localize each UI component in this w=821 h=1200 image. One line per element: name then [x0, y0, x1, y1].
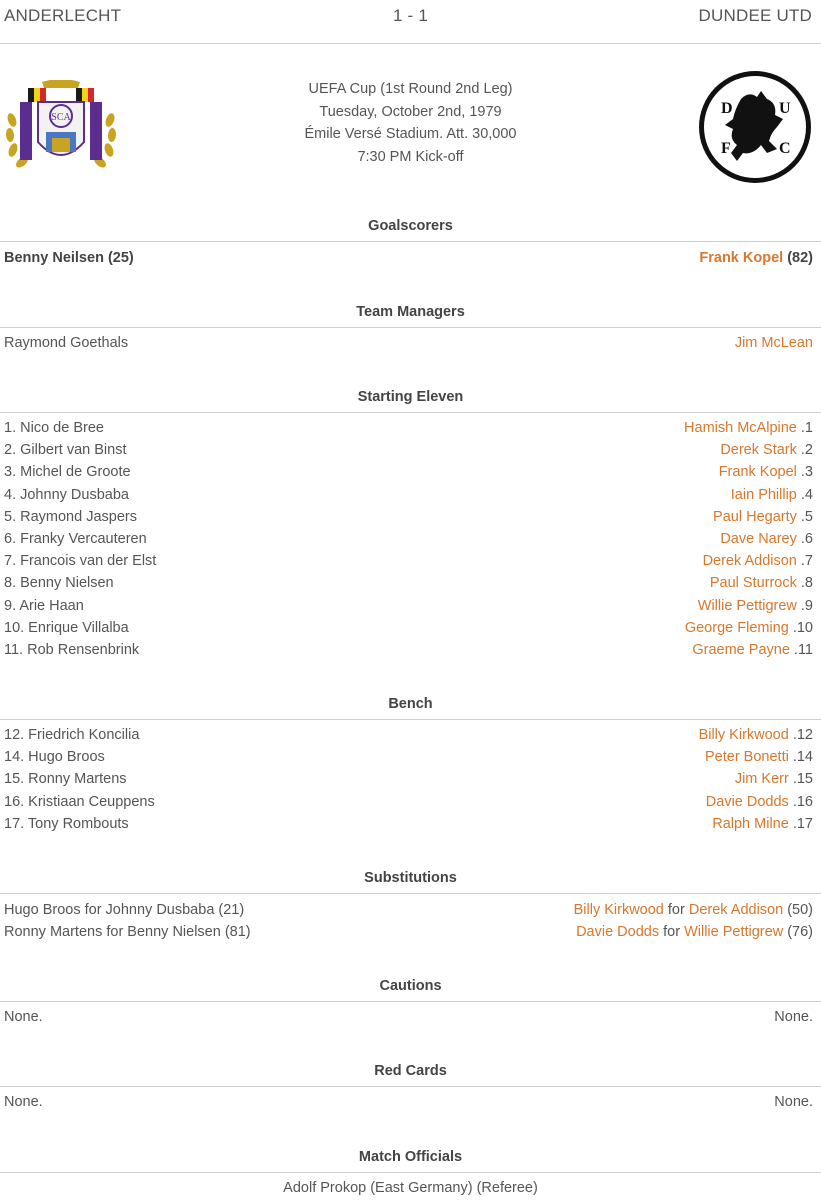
- substitution-row: [0, 921, 821, 943]
- away-player-number: .11: [789, 642, 813, 658]
- home-player: 8. Benny Nielsen: [4, 575, 114, 592]
- player-row: [0, 572, 821, 594]
- sub-for-text: for: [659, 924, 685, 941]
- svg-text:C: C: [779, 140, 791, 157]
- kickoff-time: 7:30 PM Kick-off: [357, 148, 464, 165]
- player-row: [0, 550, 821, 572]
- away-player: [712, 813, 813, 835]
- away-player-link[interactable]: Willie Pettigrew: [697, 597, 797, 614]
- away-player: [699, 724, 813, 746]
- away-player: [720, 528, 813, 550]
- home-player: 3. Michel de Groote: [4, 464, 131, 481]
- away-player-link[interactable]: Jim Kerr: [734, 771, 789, 788]
- scoreline-header: [0, 0, 821, 44]
- home-player: 9. Arie Haan: [4, 597, 84, 614]
- home-player: 15. Ronny Martens: [4, 771, 127, 788]
- section-substitutions: Substitutions: [0, 863, 821, 894]
- away-player: [703, 550, 813, 572]
- away-player: [720, 439, 813, 461]
- home-substitution: Hugo Broos for Johnny Dusbaba (21): [4, 902, 245, 918]
- away-player-number: .2: [796, 442, 813, 459]
- player-row: [0, 484, 821, 506]
- away-cautions: None.: [774, 1009, 813, 1025]
- home-player: 2. Gilbert van Binst: [4, 442, 127, 459]
- svg-text:SCA: SCA: [51, 112, 71, 123]
- sub-minute: (76): [783, 924, 813, 941]
- away-player: [735, 768, 813, 790]
- away-player-link[interactable]: Billy Kirkwood: [698, 727, 789, 743]
- player-row: [0, 417, 821, 439]
- away-player-number: .10: [788, 619, 813, 636]
- away-player-link[interactable]: Graeme Payne: [692, 642, 790, 658]
- home-player: 4. Johnny Dusbaba: [4, 486, 129, 503]
- player-row: [0, 528, 821, 550]
- svg-text:D: D: [721, 100, 733, 117]
- home-goalscorer: Benny Neilsen (25): [4, 250, 134, 266]
- player-row: [0, 791, 821, 813]
- away-player-link[interactable]: Frank Kopel: [718, 464, 797, 481]
- svg-text:F: F: [721, 140, 731, 157]
- sub-minute: (50): [783, 902, 813, 918]
- sub-off-link[interactable]: Derek Addison: [688, 902, 784, 918]
- sub-on-link[interactable]: Davie Dodds: [576, 924, 660, 941]
- player-row: [0, 746, 821, 768]
- home-player: 17. Tony Rombouts: [4, 815, 129, 832]
- away-player-link[interactable]: Derek Addison: [702, 553, 797, 570]
- player-row: [0, 595, 821, 617]
- away-player-number: .15: [788, 771, 813, 788]
- away-player-number: .4: [796, 486, 813, 503]
- managers-row: [0, 332, 821, 354]
- home-cautions: None.: [4, 1009, 43, 1025]
- away-player: [684, 417, 813, 439]
- away-red-cards: None.: [774, 1094, 813, 1110]
- away-player-number: .16: [788, 793, 813, 810]
- away-player-number: .3: [796, 464, 813, 481]
- venue-attendance: Émile Versé Stadium. Att. 30,000: [304, 126, 517, 142]
- away-player: [710, 572, 813, 594]
- player-row: [0, 768, 821, 790]
- section-red-cards: Red Cards: [0, 1056, 821, 1087]
- cautions-row: [0, 1006, 821, 1028]
- player-row: [0, 461, 821, 483]
- player-row: [0, 639, 821, 661]
- away-player: [719, 461, 813, 483]
- competition: UEFA Cup (1st Round 2nd Leg): [308, 81, 513, 97]
- match-score: 1 - 1: [392, 6, 429, 25]
- home-team-name: ANDERLECHT: [4, 6, 122, 25]
- red-cards-row: [0, 1091, 821, 1113]
- away-player-link[interactable]: Paul Hegarty: [713, 508, 797, 525]
- substitution-row: [0, 899, 821, 921]
- section-team-managers: Team Managers: [0, 297, 821, 328]
- away-player: [692, 639, 813, 661]
- player-row: [0, 617, 821, 639]
- away-player: [698, 595, 813, 617]
- section-match-officials: Match Officials: [0, 1142, 821, 1173]
- sub-for-text: for: [663, 902, 689, 918]
- home-player: 11. Rob Rensenbrink: [4, 642, 140, 658]
- away-player-number: .12: [788, 727, 813, 743]
- away-player-number: .7: [796, 553, 813, 570]
- away-player-link[interactable]: Peter Bonetti: [704, 749, 789, 766]
- away-player-number: .9: [796, 597, 813, 614]
- home-player: 7. Francois van der Elst: [4, 553, 157, 570]
- section-bench: Bench: [0, 689, 821, 720]
- away-player-number: .8: [796, 575, 813, 592]
- player-row: [0, 506, 821, 528]
- away-player: [731, 484, 813, 506]
- home-player: 6. Franky Vercauteren: [4, 531, 147, 547]
- away-player-link[interactable]: Dave Narey: [720, 531, 797, 547]
- away-team-name: DUNDEE UTD: [698, 6, 812, 25]
- away-player-number: .5: [796, 508, 813, 525]
- home-player: 5. Raymond Jaspers: [4, 508, 137, 525]
- player-row: [0, 813, 821, 835]
- goalscorers-row: [0, 247, 821, 269]
- match-date: Tuesday, October 2nd, 1979: [319, 103, 502, 120]
- home-substitution: Ronny Martens for Benny Nielsen (81): [4, 924, 251, 941]
- away-player-link[interactable]: George Fleming: [684, 619, 789, 636]
- home-player: 10. Enrique Villalba: [4, 619, 129, 636]
- away-goalscorer: Frank Kopel (82): [699, 250, 813, 266]
- away-substitution: [574, 899, 813, 921]
- away-player-link[interactable]: Derek Stark: [720, 442, 797, 459]
- away-manager-link[interactable]: Jim McLean: [734, 335, 813, 351]
- away-player-number: .17: [788, 815, 813, 832]
- away-player-link[interactable]: Paul Sturrock: [709, 575, 797, 592]
- away-player-link[interactable]: Davie Dodds: [705, 793, 789, 810]
- away-substitution: [576, 921, 813, 943]
- away-player-number: .6: [796, 531, 813, 547]
- home-player: 14. Hugo Broos: [4, 749, 105, 766]
- away-player-number: .14: [788, 749, 813, 766]
- away-player: [685, 617, 813, 639]
- sub-on-link[interactable]: Billy Kirkwood: [573, 902, 664, 918]
- away-player: [705, 746, 813, 768]
- away-player: [706, 791, 813, 813]
- section-cautions: Cautions: [0, 971, 821, 1002]
- away-player-link[interactable]: Iain Phillip: [730, 486, 797, 503]
- home-player: 16. Kristiaan Ceuppens: [4, 793, 155, 810]
- sub-off-link[interactable]: Willie Pettigrew: [684, 924, 784, 941]
- away-player-number: .1: [796, 420, 813, 436]
- player-row: [0, 724, 821, 746]
- section-goalscorers: Goalscorers: [0, 211, 821, 242]
- home-manager: Raymond Goethals: [4, 335, 129, 351]
- dundee-utd-crest: [697, 69, 813, 185]
- away-player: [713, 506, 813, 528]
- home-player: 12. Friedrich Koncilia: [4, 727, 140, 743]
- officials-row: [0, 1177, 821, 1199]
- away-goalscorer-link[interactable]: Frank Kopel: [699, 250, 784, 266]
- section-starting-eleven: Starting Eleven: [0, 382, 821, 413]
- svg-text:U: U: [779, 100, 791, 117]
- away-player-link[interactable]: Ralph Milne: [712, 815, 789, 832]
- home-player: 1. Nico de Bree: [4, 420, 104, 436]
- away-player-link[interactable]: Hamish McAlpine: [684, 420, 797, 436]
- player-row: [0, 439, 821, 461]
- referee: Adolf Prokop (East Germany) (Referee): [283, 1180, 538, 1196]
- home-red-cards: None.: [4, 1094, 43, 1110]
